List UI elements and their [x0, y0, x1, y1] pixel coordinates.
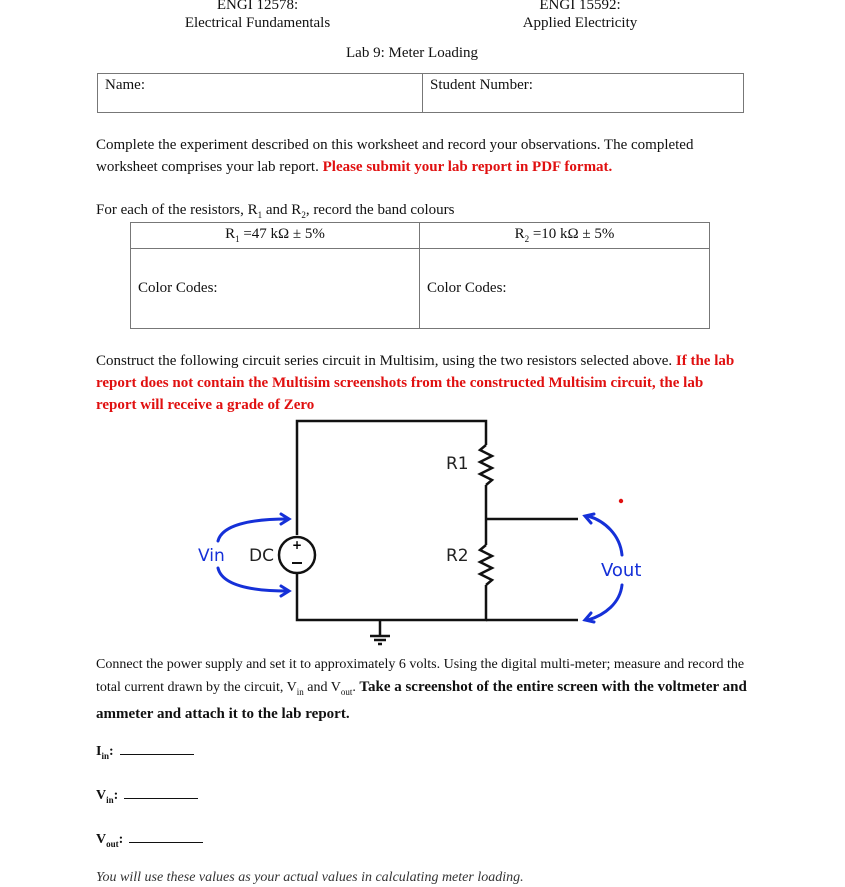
dc-label: DC — [249, 546, 274, 566]
vin-sub: in — [106, 794, 114, 805]
iin-field — [96, 742, 194, 761]
source-plus-sign: + — [291, 538, 303, 552]
wire-bottom — [297, 573, 486, 620]
r1-color-codes-label: Color Codes: — [138, 280, 218, 296]
vout-colon: : — [118, 832, 124, 847]
resistor-instruction-sub: 2 — [301, 210, 306, 220]
measure-paragraph — [96, 654, 756, 726]
resistor-instruction-part: For each of the resistors, R — [96, 202, 258, 218]
measure-text: . — [352, 680, 360, 695]
vin-colon: : — [113, 788, 119, 803]
measure-sub: out — [340, 686, 353, 697]
right-course-name: Applied Electricity — [522, 15, 638, 31]
r1-color-codes-cell[interactable] — [131, 249, 420, 329]
vin-arrow-bottom — [218, 568, 288, 591]
r2-zigzag — [480, 545, 492, 585]
measure-text: and V — [303, 680, 341, 695]
resistor-table — [130, 222, 710, 329]
lab-title: Lab 9: Meter Loading — [346, 45, 479, 61]
circuit-diagram — [180, 415, 670, 650]
intro-text: Complete the experiment described on this worksheet and record your observations. The completed worksheet comprises your lab report. — [96, 137, 694, 175]
iin-blank[interactable] — [120, 742, 194, 755]
resistor-instruction-part: , record the band colours — [305, 202, 455, 218]
footer-note: You will use these values as your actual values in calculating meter loading. — [96, 870, 524, 885]
vout-letter: V — [96, 832, 107, 847]
vout-arrow-top — [588, 516, 622, 555]
r1-letter: R — [225, 226, 236, 242]
construct-paragraph — [96, 350, 746, 416]
student-info-table — [97, 73, 744, 113]
r1-zigzag — [480, 445, 492, 485]
left-course-header — [160, 0, 355, 32]
measure-text: Connect the power supply and set it to approximately 6 volts. Using the digital multi-meter; measure and record the total current drawn by the circuit, V — [96, 657, 745, 695]
wire-top — [297, 421, 486, 535]
right-course-header — [495, 0, 665, 32]
r1-label: R1 — [446, 454, 469, 474]
measure-sub: in — [296, 686, 304, 697]
measure-screenshot-instruction: Take a screenshot of the entire screen with the voltmeter and ammeter and attach it to the lab report. — [96, 679, 747, 722]
name-cell[interactable] — [98, 74, 423, 113]
iin-letter: I — [96, 744, 102, 759]
r1-value: =47 kΩ ± 5% — [239, 226, 325, 242]
r1-sub: 1 — [235, 234, 240, 244]
red-dot — [619, 499, 623, 503]
vout-label: Vout — [601, 560, 642, 581]
intro-paragraph — [96, 134, 756, 178]
resistor-instruction-sub: 1 — [257, 210, 263, 220]
left-course-code: ENGI 12578: — [216, 0, 299, 13]
vin-label: Vin — [198, 546, 225, 566]
vout-sub: out — [106, 838, 119, 849]
vout-arrow-bottom — [588, 585, 622, 620]
r2-label: R2 — [446, 546, 469, 566]
left-course-name: Electrical Fundamentals — [184, 15, 331, 31]
vout-blank[interactable] — [129, 830, 203, 843]
r2-value: =10 kΩ ± 5% — [529, 226, 615, 242]
right-course-code: ENGI 15592: — [539, 0, 621, 13]
vin-blank[interactable] — [124, 786, 198, 799]
construct-warning: If the lab report does not contain the Multisim screenshots from the constructed Multisim circuit, the lab report will receive a grade of Zero — [96, 353, 735, 413]
student-number-label: Student Number: — [430, 77, 533, 93]
iin-sub: in — [101, 750, 109, 761]
intro-pdf-notice: Please submit your lab report in PDF format. — [322, 159, 613, 175]
r2-sub: 2 — [524, 234, 530, 244]
vin-field — [96, 786, 198, 805]
resistor-instruction-part: and R — [262, 202, 302, 218]
r2-color-codes-label: Color Codes: — [427, 280, 507, 296]
construct-text: Construct the following circuit series circuit in Multisim, using the two resistors selected above. — [96, 353, 673, 369]
r2-letter: R — [514, 226, 525, 242]
vout-field — [96, 830, 203, 849]
r2-header — [420, 223, 710, 249]
vin-letter: V — [96, 788, 107, 803]
name-label: Name: — [105, 77, 145, 93]
student-number-cell[interactable] — [423, 74, 744, 113]
iin-colon: : — [108, 744, 114, 759]
r1-header — [131, 223, 420, 249]
vin-arrow-top — [218, 519, 288, 541]
r2-color-codes-cell[interactable] — [420, 249, 710, 329]
